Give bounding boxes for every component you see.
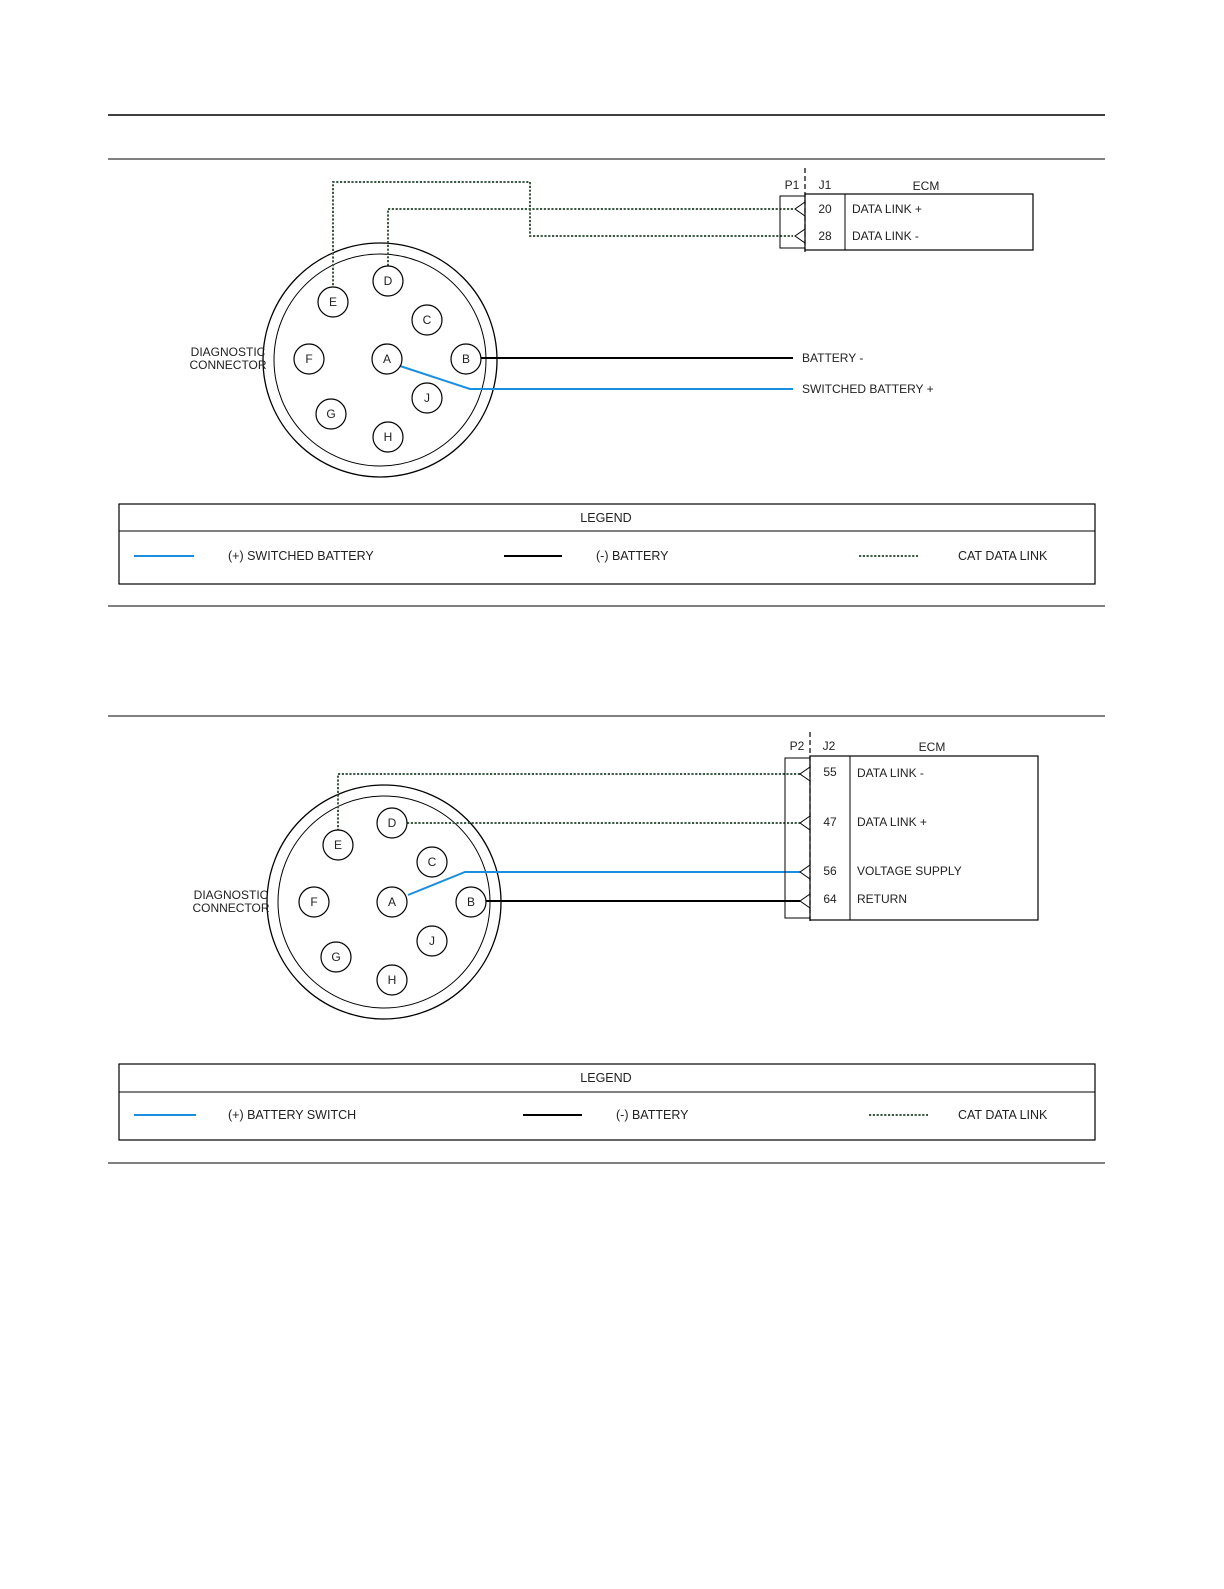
ecm-label: ECM [912,179,940,193]
ecm-pin-number: 55 [823,765,837,779]
legend-label-switched-battery: (+) SWITCHED BATTERY [228,549,374,563]
ecm-label: ECM [918,740,946,754]
plug-body [785,758,810,918]
terminal-28 [795,229,805,243]
pin-J-label: J [429,934,435,948]
pin-H-label: H [383,430,393,444]
switched-battery-pos-label: SWITCHED BATTERY + [802,382,934,396]
legend-2 [119,1064,1095,1140]
ecm-pin-number: 47 [823,815,837,829]
legend-title: LEGEND [580,1071,632,1085]
connector-label-line2: CONNECTOR [189,358,267,372]
pin-G-label: G [326,407,336,421]
ecm-pin-name: RETURN [857,892,907,906]
pin-F-label: F [305,352,313,366]
terminal-64 [800,894,810,908]
connector-label-line1: DIAGNOSTIC [190,345,266,359]
legend-label-battery-neg: (-) BATTERY [616,1108,689,1122]
ecm-pin-number: 28 [818,229,832,243]
pin-B-label: B [461,352,471,366]
pin-J-label: J [424,391,430,405]
ecm-pin-number: 20 [818,202,832,216]
legend-title: LEGEND [580,511,632,525]
pin-G-label: G [331,950,341,964]
pin-E-label: E [328,295,338,309]
connector-label-line1: DIAGNOSTIC [193,888,269,902]
ecm-pin-name: DATA LINK + [857,815,927,829]
wire-E-to-pin28 [333,182,793,289]
pin-H-label: H [387,973,397,987]
plug-label: P2 [789,739,805,753]
pin-C-label: C [422,313,432,327]
legend-1 [119,504,1095,584]
jack-label: J2 [822,739,836,753]
diagram-1 [119,168,1095,584]
pin-E-label: E [333,838,343,852]
terminal-20 [795,202,805,216]
ecm-pin-name: VOLTAGE SUPPLY [857,864,962,878]
terminal-47 [800,816,810,830]
ecm-pin-number: 56 [823,864,837,878]
legend-label-cat-data-link: CAT DATA LINK [958,1108,1048,1122]
ecm-pin-name: DATA LINK - [852,229,919,243]
ecm-pin-name: DATA LINK + [852,202,922,216]
connector-label-line2: CONNECTOR [192,901,270,915]
legend-label-cat-data-link: CAT DATA LINK [958,549,1048,563]
pin-A-label: A [382,352,392,366]
ecm-pin-name: DATA LINK - [857,766,924,780]
pin-C-label: C [427,855,437,869]
ecm-box [810,756,1038,920]
pin-A-label: A [387,895,397,909]
diagram-2 [119,732,1095,1140]
pin-B-label: B [466,895,476,909]
pin-D-label: D [387,816,397,830]
jack-label: J1 [818,178,832,192]
terminal-55 [800,767,810,781]
battery-neg-label: BATTERY - [802,351,864,365]
wire-D-to-pin20 [388,209,793,266]
terminal-56 [800,865,810,879]
pin-D-label: D [383,274,393,288]
legend-label-battery-neg: (-) BATTERY [596,549,669,563]
cat-data-link-wires [333,182,793,289]
ecm-pin-number: 64 [823,892,837,906]
plug-label: P1 [784,178,800,192]
legend-label-battery-switch: (+) BATTERY SWITCH [228,1108,357,1122]
pin-F-label: F [310,895,318,909]
